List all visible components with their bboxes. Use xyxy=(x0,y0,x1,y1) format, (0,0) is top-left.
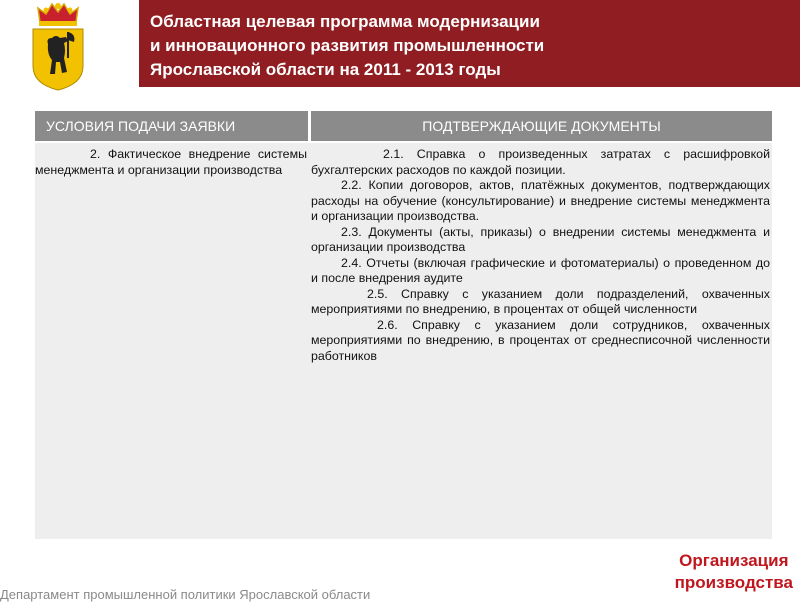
condition-text xyxy=(35,147,307,178)
header-title-line-2: и инновационного развития промышленности xyxy=(150,36,545,55)
document-item: 2.3. Документы (акты, приказы) о внедрении системы менеджмента и организации производства xyxy=(311,224,770,254)
condition-item: 2. Фактическое внедрение системы менеджмента и организации производства xyxy=(35,147,307,177)
document-item: 2.5. Справку с указанием доли подразделений, охваченных мероприятиями по внедрению, в процентах от общей численности xyxy=(311,286,770,316)
header-title-line-1: Областная целевая программа модернизации xyxy=(150,12,540,31)
column-header-conditions: УСЛОВИЯ ПОДАЧИ ЗАЯВКИ xyxy=(35,111,308,141)
section-label-line-2: производства xyxy=(674,573,793,592)
document-item: 2.6. Справку с указанием доли сотрудников, охваченных мероприятиями по внедрению, в процентах от среднесписочной численности работников xyxy=(311,317,770,363)
section-label-line-1: Организация xyxy=(679,551,789,570)
documents-list xyxy=(311,147,770,364)
document-item: 2.4. Отчеты (включая графические и фотоматериалы) о проведенном до и после внедрения аудите xyxy=(311,255,770,285)
section-label xyxy=(675,550,793,594)
requirements-table xyxy=(35,111,772,539)
slide-header xyxy=(139,0,800,87)
yaroslavl-coat-of-arms-icon xyxy=(26,0,90,92)
document-item: 2.2. Копии договоров, актов, платёжных документов, подтверждающих расходы на обучение (консультирование) и внедрение системы менеджмента и организации производства. xyxy=(311,178,770,223)
header-title-line-3: Ярославской области на 2011 - 2013 годы xyxy=(150,60,501,79)
column-header-documents: ПОДТВЕРЖДАЮЩИЕ ДОКУМЕНТЫ xyxy=(311,111,772,141)
footer-department: Департамент промышленной политики Ярославской области xyxy=(0,587,371,602)
conditions-cell xyxy=(35,143,311,539)
document-item: 2.1. Справка о произведенных затратах с расшифровкой бухгалтерских расходов по каждой позиции. xyxy=(311,147,770,177)
